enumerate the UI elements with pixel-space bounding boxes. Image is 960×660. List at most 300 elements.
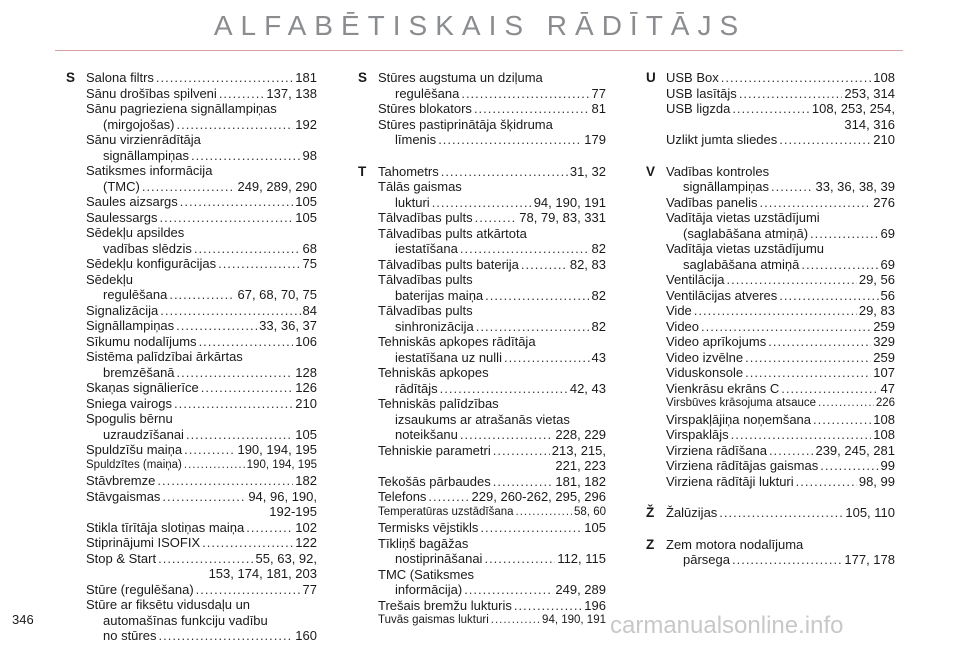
index-term: Satiksmes informācija	[86, 163, 213, 178]
index-term: TMC (Satiksmes	[378, 566, 475, 582]
index-entry	[378, 474, 606, 490]
index-term: Spogulis bērnu	[86, 411, 173, 426]
index-term: Tehniskās palīdzības	[378, 396, 499, 411]
index-term: Viduskonsole	[666, 365, 744, 380]
index-line	[666, 164, 895, 180]
dot-leader	[160, 210, 294, 226]
index-line	[666, 70, 895, 86]
page-refs: 29, 56	[858, 272, 895, 287]
index-group	[354, 164, 606, 629]
index-entry	[666, 303, 895, 319]
index-line	[378, 613, 606, 629]
dot-leader	[768, 334, 871, 350]
index-term: signāllampiņas	[683, 179, 769, 194]
index-term: Virsbūves krāsojuma atsauce	[666, 397, 816, 409]
index-group	[642, 70, 895, 148]
index-line	[666, 381, 895, 397]
index-line	[86, 458, 317, 474]
index-line	[378, 582, 606, 598]
index-term: vadības slēdzis	[103, 240, 192, 256]
index-term: rādītājs	[395, 380, 438, 396]
index-entry	[378, 536, 606, 567]
dot-leader	[196, 582, 301, 598]
index-line	[86, 287, 317, 303]
index-entry	[378, 303, 606, 334]
page-refs: 128	[295, 364, 317, 380]
index-entry	[86, 582, 317, 598]
index-term: Tehniskie parametri	[378, 442, 491, 458]
index-line	[86, 334, 317, 350]
dot-leader	[428, 489, 469, 505]
index-entry	[378, 226, 606, 257]
index-line	[378, 536, 606, 552]
index-line	[666, 210, 895, 226]
dot-leader	[760, 195, 872, 211]
index-line	[86, 551, 317, 567]
dot-leader	[177, 365, 294, 381]
index-entry	[86, 349, 317, 380]
index-line	[378, 117, 606, 133]
page-refs: 210	[295, 395, 317, 411]
index-term: USB ligzda	[666, 101, 731, 116]
index-term: iestatīšana	[395, 241, 458, 256]
index-line	[666, 132, 895, 148]
dot-leader	[475, 210, 518, 226]
index-term: Virspakļājiņa noņemšana	[666, 411, 812, 427]
index-letter: T	[358, 163, 367, 179]
dot-leader	[142, 179, 236, 195]
dot-leader	[162, 489, 246, 505]
index-term: USB lasītājs	[666, 85, 737, 101]
index-term: Zem motora nodalījuma	[666, 536, 804, 552]
index-entry	[666, 350, 895, 366]
index-term: Video	[666, 318, 700, 334]
watermark: carmanualsonline.info	[610, 612, 844, 639]
page-refs: 75	[302, 256, 317, 271]
index-line	[86, 241, 317, 257]
page-refs: 239, 245, 281	[815, 442, 895, 458]
page-refs: 177, 178	[844, 552, 895, 567]
dot-leader	[474, 101, 590, 117]
index-line	[86, 411, 317, 427]
dot-leader	[191, 148, 301, 164]
index-term: Sānu virzienrādītāja	[86, 132, 201, 147]
index-line	[86, 303, 317, 319]
index-line	[86, 365, 317, 381]
index-term: Sistēma palīdzībai ārkārtas	[86, 349, 243, 364]
index-term: Video izvēlne	[666, 349, 744, 365]
index-entry	[378, 613, 606, 629]
index-term: Tālvadības pults	[378, 303, 473, 318]
index-line	[378, 319, 606, 335]
index-line	[378, 288, 606, 304]
page-refs: 33, 36, 38, 39	[815, 179, 895, 194]
index-line	[86, 535, 317, 551]
page-refs: 84	[302, 302, 317, 318]
page-refs: 102	[295, 519, 317, 535]
index-entry	[86, 70, 317, 86]
index-term: (mirgojošas)	[103, 116, 175, 132]
index-line	[378, 241, 606, 257]
page-refs: 153, 174, 181, 203	[208, 566, 317, 581]
page-refs: 221, 223	[555, 458, 606, 473]
index-line	[86, 148, 317, 164]
index-entry	[666, 86, 895, 102]
index-line	[666, 241, 895, 257]
page-refs: 179	[584, 132, 606, 147]
page-refs: 259	[873, 349, 895, 365]
dot-leader	[732, 101, 810, 117]
dot-leader	[820, 458, 878, 474]
index-line	[378, 551, 606, 567]
dot-leader	[460, 427, 554, 443]
dot-leader	[739, 86, 843, 102]
index-entry	[378, 443, 606, 474]
index-term: Tālvadības pults	[378, 210, 473, 225]
page-refs: 314, 316	[844, 116, 895, 132]
index-term: sinhronizācija	[395, 318, 474, 334]
index-line	[666, 505, 895, 521]
dot-leader	[732, 552, 842, 568]
page-refs: 229, 260-262, 295, 296	[471, 489, 606, 504]
index-term: Stūres augstuma un dziļuma	[378, 70, 543, 85]
index-entry	[86, 334, 317, 350]
dot-leader	[186, 427, 293, 443]
index-entry	[378, 505, 606, 521]
index-line	[666, 537, 895, 553]
index-entry	[666, 365, 895, 381]
index-entry	[86, 256, 317, 272]
index-column-2	[354, 70, 606, 645]
index-line	[666, 195, 895, 211]
index-line	[86, 566, 317, 582]
index-line	[86, 489, 317, 505]
dot-leader	[158, 628, 293, 644]
index-group	[642, 537, 895, 568]
dot-leader	[157, 473, 293, 489]
index-line	[378, 164, 606, 180]
index-letter: V	[646, 163, 656, 179]
index-line	[378, 226, 606, 242]
index-term: Vadītāja vietas uzstādījumi	[666, 210, 820, 225]
index-line	[378, 489, 606, 505]
index-line	[86, 582, 317, 598]
index-entry	[378, 598, 606, 614]
index-entry	[378, 70, 606, 101]
index-letter: Z	[646, 536, 655, 552]
index-term: Stāvgaismas	[86, 488, 161, 504]
index-entry	[666, 195, 895, 211]
page-refs: 98, 99	[858, 473, 895, 489]
dot-leader	[176, 318, 257, 334]
page-refs: 105	[584, 520, 606, 535]
index-term: Tehniskās apkopes	[378, 365, 489, 380]
index-entry	[86, 303, 317, 319]
index-entry	[86, 318, 317, 334]
index-line	[666, 101, 895, 117]
dot-leader	[438, 132, 582, 148]
dot-leader	[199, 334, 294, 350]
index-term: Tīkliņš bagāžas	[378, 535, 469, 551]
dot-leader	[521, 257, 568, 273]
index-term: Vadītāja vietas uzstādījumu	[666, 241, 825, 256]
index-term: Sēdekļu apsildes	[86, 225, 185, 240]
index-entry	[666, 288, 895, 304]
index-entry	[86, 411, 317, 442]
page-refs: 276	[873, 194, 895, 210]
page-refs: 112, 115	[557, 551, 606, 566]
index-line	[378, 427, 606, 443]
index-term: Tālvadības pults baterija	[378, 256, 519, 272]
index-line	[666, 334, 895, 350]
index-line	[378, 132, 606, 148]
index-line	[666, 257, 895, 273]
index-term: Žalūzijas	[666, 505, 718, 520]
index-line	[378, 598, 606, 614]
index-entry	[378, 210, 606, 226]
index-term: automašīnas funkciju vadību	[103, 612, 268, 628]
index-entry	[666, 210, 895, 241]
dot-leader	[169, 287, 235, 303]
index-term: Virziena rādītāji lukturi	[666, 473, 794, 489]
index-term: izsaukums ar atrašanās vietas	[395, 411, 570, 427]
index-line	[666, 474, 895, 490]
page-refs: 196	[584, 597, 606, 613]
dot-leader	[194, 241, 301, 257]
index-entry	[378, 257, 606, 273]
index-line	[666, 319, 895, 335]
page-refs: 69	[880, 225, 895, 241]
page-refs: 77	[591, 85, 606, 101]
page-refs: 192	[295, 116, 317, 132]
index-term: Vide	[666, 303, 692, 318]
dot-leader	[801, 257, 878, 273]
index-line	[86, 163, 317, 179]
index-line	[378, 365, 606, 381]
page-refs: 68	[302, 240, 317, 256]
index-line	[378, 303, 606, 319]
index-term: USB Box	[666, 70, 719, 85]
dot-leader	[180, 194, 294, 210]
index-line	[378, 210, 606, 226]
page-refs: 228, 229	[555, 427, 606, 442]
index-term: Vienkrāsu ekrāns C	[666, 380, 780, 396]
index-entry	[666, 70, 895, 86]
index-line	[378, 257, 606, 273]
dot-leader	[441, 164, 568, 180]
dot-leader	[771, 179, 813, 195]
index-line	[378, 443, 606, 459]
page-refs: 98	[302, 147, 317, 163]
index-letter: S	[358, 70, 368, 85]
index-term: regulēšana	[395, 85, 460, 101]
index-line	[666, 179, 895, 195]
index-entry	[86, 132, 317, 163]
index-entry	[86, 101, 317, 132]
page-refs: 94, 190, 191	[542, 614, 606, 626]
index-line	[666, 303, 895, 319]
index-term: Termisks vējstikls	[378, 520, 479, 535]
dot-leader	[731, 427, 872, 443]
index-letter: U	[646, 70, 656, 85]
index-column-1	[62, 70, 317, 660]
page-refs: 249, 289	[555, 582, 606, 597]
index-entry	[378, 396, 606, 443]
dot-leader	[464, 582, 553, 598]
index-entry	[86, 535, 317, 551]
index-line	[378, 520, 606, 536]
index-line	[378, 86, 606, 102]
page-refs: 105	[295, 426, 317, 442]
dot-leader	[485, 288, 589, 304]
index-line	[666, 226, 895, 242]
index-line	[86, 210, 317, 226]
index-term: Vadības kontroles	[666, 163, 770, 179]
index-line	[666, 86, 895, 102]
index-line	[666, 443, 895, 459]
page-refs: 122	[295, 535, 317, 550]
index-line	[666, 552, 895, 568]
index-term: Tehniskās apkopes rādītāja	[378, 334, 536, 349]
dot-leader	[745, 365, 871, 381]
dot-leader	[818, 396, 874, 412]
index-term: Tālvadības pults	[378, 272, 473, 287]
index-term: Signalizācija	[86, 302, 159, 318]
index-line	[378, 412, 606, 428]
index-term: informācija)	[395, 582, 463, 597]
index-term: Sīkumu nodalījums	[86, 333, 197, 349]
index-line	[378, 474, 606, 490]
title-rule	[55, 50, 903, 51]
index-line	[86, 520, 317, 536]
index-term: Saules aizsargs	[86, 194, 178, 209]
dot-leader	[727, 272, 857, 288]
index-entry	[666, 132, 895, 148]
page-refs: 77	[302, 581, 317, 597]
index-entry	[666, 101, 895, 132]
page-refs: 56	[880, 287, 895, 303]
index-term: Stūre ar fiksētu vidusdaļu un	[86, 597, 251, 612]
index-entry	[86, 551, 317, 582]
index-term: Tekošās pārbaudes	[378, 473, 491, 489]
index-line	[86, 256, 317, 272]
page-refs: 81	[591, 101, 606, 116]
index-entry	[378, 101, 606, 117]
page-refs: 226	[875, 397, 895, 409]
dot-leader	[156, 70, 293, 86]
page-number: 346	[12, 612, 34, 627]
index-term: Stūres pastiprinātāja šķidruma	[378, 116, 553, 132]
index-term: Sānu pagrieziena signāllampiņas	[86, 101, 277, 116]
dot-leader	[201, 380, 294, 396]
index-entry	[86, 489, 317, 520]
index-line	[86, 613, 317, 629]
index-line	[378, 567, 606, 583]
index-term: Skaņas signālierīce	[86, 380, 199, 395]
index-group	[642, 164, 895, 490]
dot-leader	[461, 86, 589, 102]
index-term: iestatīšana uz nulli	[395, 349, 502, 365]
index-line	[86, 70, 317, 86]
page-refs: 181	[295, 70, 317, 85]
index-line	[86, 473, 317, 489]
page-refs: 190, 194, 195	[237, 442, 317, 457]
index-line	[86, 442, 317, 458]
index-entry	[666, 505, 895, 521]
page-refs: 182	[295, 473, 317, 488]
index-entry	[86, 520, 317, 536]
page-refs: 94, 96, 190,	[248, 488, 317, 504]
index-term: Sānu drošības spilveni	[86, 85, 217, 101]
index-line	[666, 427, 895, 443]
index-entry	[666, 458, 895, 474]
page-refs: 249, 289, 290	[237, 178, 317, 194]
index-group	[642, 505, 895, 521]
page-refs: 105	[295, 209, 317, 225]
index-entry	[666, 272, 895, 288]
index-entry	[666, 474, 895, 490]
index-term: (TMC)	[103, 178, 140, 194]
index-line	[666, 272, 895, 288]
index-entry	[378, 179, 606, 210]
index-line	[378, 195, 606, 211]
dot-leader	[779, 132, 871, 148]
index-line	[666, 412, 895, 428]
index-term: pārsega	[683, 552, 730, 567]
index-entry	[86, 380, 317, 396]
index-entry	[666, 381, 895, 397]
index-term: signāllampiņas	[103, 147, 189, 163]
index-term: Uzlikt jumta sliedes	[666, 132, 778, 147]
page-title: ALFABĒTISKAIS RĀDĪTĀJS	[213, 10, 747, 41]
index-line	[378, 458, 606, 474]
page-refs: 108	[873, 70, 895, 85]
dot-leader	[810, 226, 879, 242]
index-entry	[86, 396, 317, 412]
index-term: Spuldzītes (maiņa)	[86, 458, 182, 471]
index-line	[86, 628, 317, 644]
index-line	[86, 101, 317, 117]
index-line	[378, 272, 606, 288]
index-term: uzraudzīšanai	[103, 426, 184, 442]
index-line	[86, 272, 317, 288]
dot-leader	[174, 396, 293, 412]
index-line	[666, 396, 895, 412]
index-entry	[86, 473, 317, 489]
dot-leader	[769, 443, 814, 459]
index-term: Sēdekļu konfigurācijas	[86, 256, 217, 271]
index-column-3	[642, 70, 895, 584]
page-refs: 108, 253, 254,	[811, 101, 895, 116]
index-line	[86, 117, 317, 133]
page-refs: 47	[880, 380, 895, 396]
page-refs: 253, 314	[844, 85, 895, 101]
index-line	[86, 132, 317, 148]
index-entry	[666, 164, 895, 195]
dot-leader	[493, 443, 550, 459]
page-refs: 190, 194, 195	[246, 458, 317, 471]
page-refs: 329	[873, 334, 895, 349]
index-term: Stikla tīrītāja slotiņas maiņa	[86, 519, 245, 535]
dot-leader	[721, 70, 872, 86]
index-term: regulēšana	[103, 287, 168, 302]
index-entry	[86, 210, 317, 226]
page-refs: 29, 83	[858, 303, 895, 318]
index-entry	[378, 164, 606, 180]
page-refs: 78, 79, 83, 331	[519, 210, 606, 225]
index-line	[86, 86, 317, 102]
index-term: Salona filtrs	[86, 70, 154, 85]
